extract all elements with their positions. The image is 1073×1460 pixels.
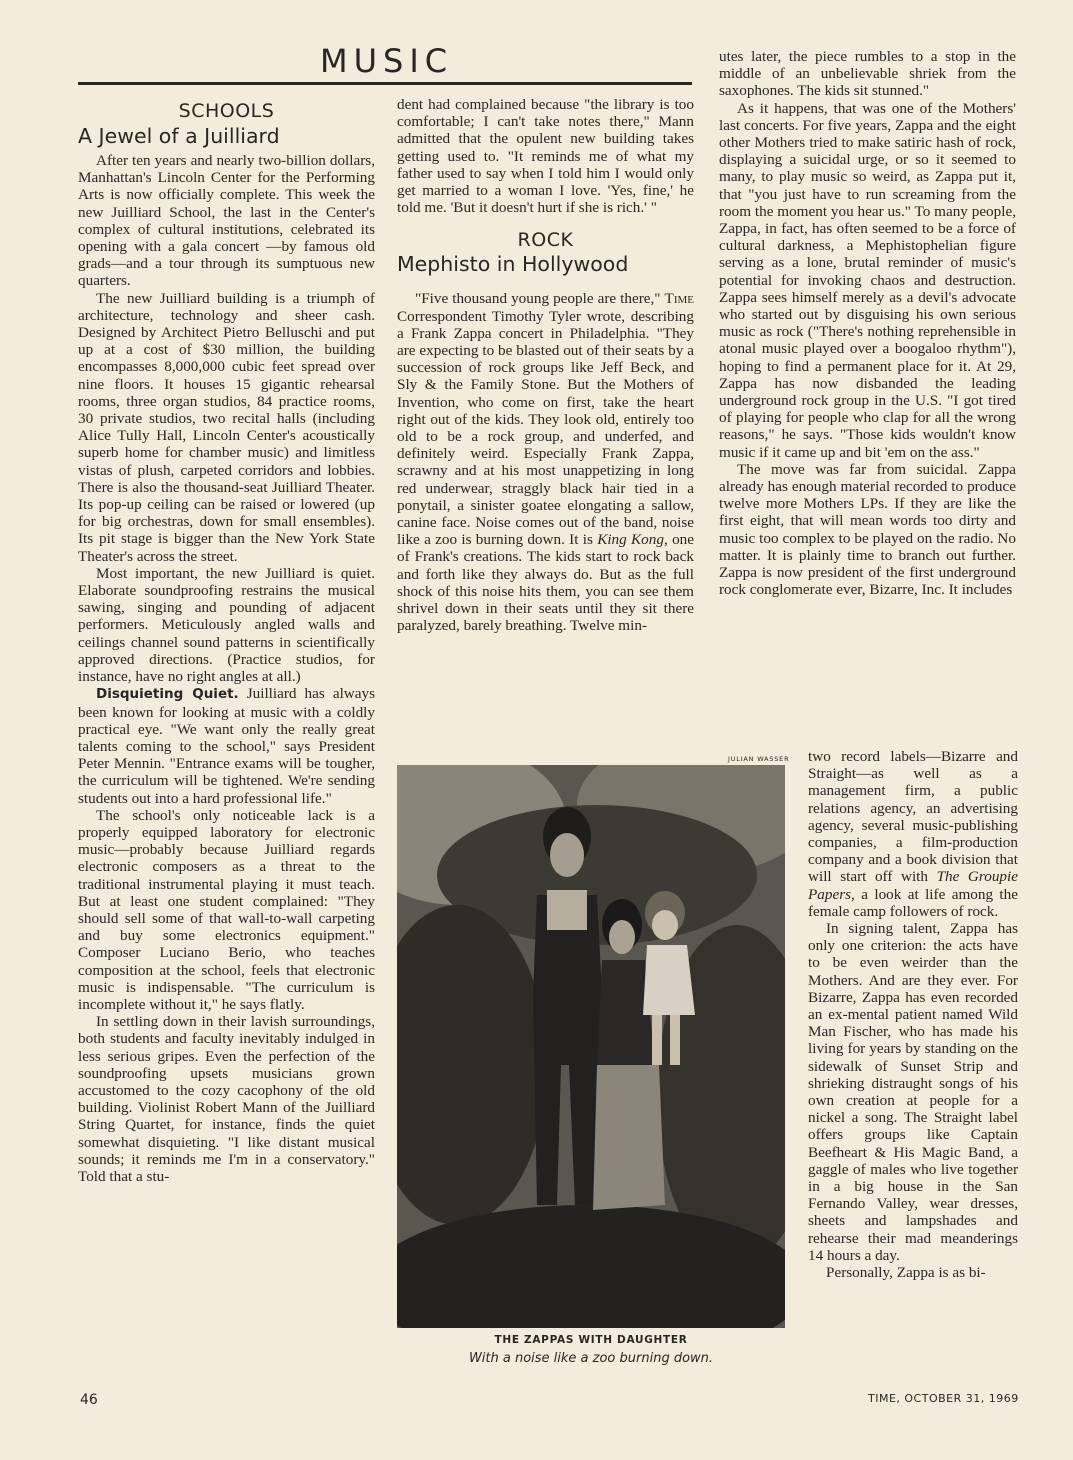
run-in-head: Disquieting Quiet. (96, 686, 239, 703)
issue-date: TIME, OCTOBER 31, 1969 (868, 1392, 1019, 1405)
paragraph-text: two record labels—Bizarre and Straight—as well as a management firm, a public relations agency, an advertising agency, several music-publishing companies, a film-production company and a book division that will start off with (808, 748, 1018, 886)
rock-headline: Mephisto in Hollywood (397, 252, 629, 277)
magazine-name: Time (664, 290, 694, 308)
rock-heading (397, 229, 694, 290)
photo-illustration (397, 765, 785, 1328)
paragraph: Most important, the new Juilliard is quiet. Elaborate soundproofing restrains the musical sawing, singing and pounding of adjacent performers. Meticulously angled walls and ceilings channel sound patterns in scientifically approved directions. (Practice studios, for instance, have no right angles at all.) (78, 564, 375, 686)
rock-kicker: ROCK (517, 229, 574, 252)
schools-headline: A Jewel of a Juilliard (78, 124, 280, 148)
zappa-family-photo (397, 765, 785, 1328)
paragraph-text: one of Frank's creations. The kids start to rock back and forth like they always do. But as the full shock of this noise hits them, you can see them shrivel down in their seats until they sit there paralyzed, barely breathing. Twelve min- (397, 531, 694, 635)
paragraph (808, 748, 1018, 920)
column-3 (719, 48, 1016, 599)
paragraph: Personally, Zappa is as bi- (826, 1264, 986, 1282)
section-rule (78, 82, 692, 85)
paragraph: The school's only noticeable lack is a properly equipped laboratory for electronic music—probably because Juilliard regards electronic composers as a threat to the traditional instrumental playing it must teach. But at least one student complained: "They should sell some of that wall-to-wall carpeting and buy some electronics equipment." Composer Luciano Berio, who teaches composition at the school, feels that electronic music is indispensable. "The curriculum is incomplete without it," he says flatly. (78, 806, 375, 1013)
paragraph-text: a look at life among the female camp followers of rock. (808, 885, 1018, 920)
paragraph: The move was far from suicidal. Zappa already has enough material recorded to produce twelve more Mothers LPs. If they are like the first eight, that will mean words too dirty and music too complex to be played on the radio. No matter. It is plainly time to branch out further. Zappa is now president of the first underground rock conglomerate ever, Bizarre, Inc. It includes (719, 460, 1016, 599)
page-number: 46 (80, 1392, 98, 1408)
paragraph: As it happens, that was one of the Mothers' last concerts. For five years, Zappa and the eight other Mothers tried to make satiric hash of rock, displaying a suicidal urge, or so it seemed to many, to play music so weird, as Zappa put it, that "you just have to run screaming from the room the moment you hear us." To many people, Zappa, in fact, has often seemed to be a force of cultural darkness, a Mephistophelian figure serving as a lone, brutal reminder of music's potential for invoking chaos and destruction. Zappa sees himself merely as a devil's advocate who started out by disguising his own serious music as rock ("There's nothing reprehensible in atonal music played over a boogaloo rhythm"), hoping to find a permanent place for it. At 29, Zappa has now disbanded the leading underground rock group in the U.S. "I got tired of playing for people who clap for all the wrong reasons," he says. "Those kids wouldn't know music if it came up and bit 'em on the ass." (719, 99, 1016, 461)
book-title: The Groupie Papers, (808, 868, 1018, 903)
paragraph-text: Correspondent Timothy Tyler wrote, describing a Frank Zappa concert in Philadelphia. "They are expecting to be blasted out of their seats by a succession of rock groups like Jeff Beck, and Sly & the Family Stone. But the Mothers of Invention, who come on first, take the heart right out of the kids. They look old, entirely too old to be a rock group, and underfed, and definitely weird. Especially Frank Zappa, scrawny and at his most unappetizing in long red underwear, straggly black hair tied in a ponytail, a sinister goatee elongating a sallow, canine face. Noise comes out of the band, noise like a zoo is burning down. It is (397, 307, 694, 549)
paragraph: utes later, the piece rumbles to a stop in the middle of an unbelievable shriek from the saxophones. The kids sit stunned." (719, 48, 1016, 100)
paragraph (78, 685, 375, 806)
paragraph: dent had complained because "the library is too comfortable; I can't take notes there," Mann admitted that the opulent new building takes getting used to. "It reminds me of what my father used to say when I told him I would only get married to a woman I love. 'Yes, fine,' he told me. 'But it doesn't hurt if she is rich.' " (397, 96, 694, 217)
song-title: King Kong, (597, 531, 668, 549)
schools-column-1 (78, 152, 375, 1185)
column-2 (397, 96, 694, 634)
photo-caption-text: With a noise like a zoo burning down. (468, 1351, 714, 1366)
paragraph: The new Juilliard building is a triumph of architecture, technology and sheer cash. Designed by Architect Pietro Belluschi and put up at a cost of $30 million, the building encompasses 8,000,000 cubic feet spread over nine floors. It houses 15 gigantic rehearsal rooms, three organ studios, 84 practice rooms, 30 private studios, two recital halls (including Alice Tully Hall, Lincoln Center's acoustically superb home for chamber music) and limitless vistas of plush, carpeted corridors and lobbies. There is also the thousand-seat Juilliard Theater. Its pop-up ceiling can be raised or lowered (up for big orchestras, down for small ensembles). Its pit stage is bigger than the New York State Theater's across the street. (78, 289, 375, 565)
paragraph (397, 290, 694, 634)
column-3-wrap (808, 748, 1018, 1281)
photo-credit: JULIAN WASSER (728, 755, 790, 763)
paragraph: After ten years and nearly two-billion dollars, Manhattan's Lincoln Center for the Performing Arts is now officially complete. This week the new Juilliard School, the last in the Center's complex of cultural institutions, celebrated its opening with a gala concert —by famous old grads—and a tour through its sumptuous new quarters. (78, 152, 375, 290)
schools-kicker: SCHOOLS (178, 100, 275, 122)
paragraph-text: Juilliard has always been known for looking at music with a coldly practical eye. "We want only the really great talents coming to the school," says President Peter Mennin. "Entrance exams will be tougher, the curriculum will be tightened. We're sending students out into a hard professional life." (78, 685, 375, 807)
paragraph: In settling down in their lavish surroundings, both students and faculty inevitably indulged in less serious gripes. Even the perfection of the soundproofing upsets musicians grown accustomed to the cozy cacophony of the old building. Violinist Robert Mann of the Juilliard String Quartet, for instance, finds the quiet somewhat disquieting. "I like distant musical sounds; it reminds me I'm in a conservatory." Told that a stu- (78, 1013, 375, 1185)
photo-caption-title: THE ZAPPAS WITH DAUGHTER (494, 1334, 688, 1346)
paragraph: In signing talent, Zappa has only one criterion: the acts have to be even weirder than the Mothers. And are they ever. For Bizarre, Zappa has even recorded an ex-mental patient named Wild Man Fischer, who has made his living for years by standing on the sidewalk of Sunset Strip and shrieking distraught songs of his own creation at people for a nickel a song. The Straight label offers groups like Captain Beefheart & His Magic Band, a gaggle of males who live together in a big house in the San Fernando Valley, wear dresses, sheets and lampshades and rehearse their mad meanderings 14 hours a day. (808, 920, 1018, 1264)
paragraph-text: "Five thousand young people are there," (415, 290, 665, 308)
section-title: MUSIC (320, 42, 454, 80)
